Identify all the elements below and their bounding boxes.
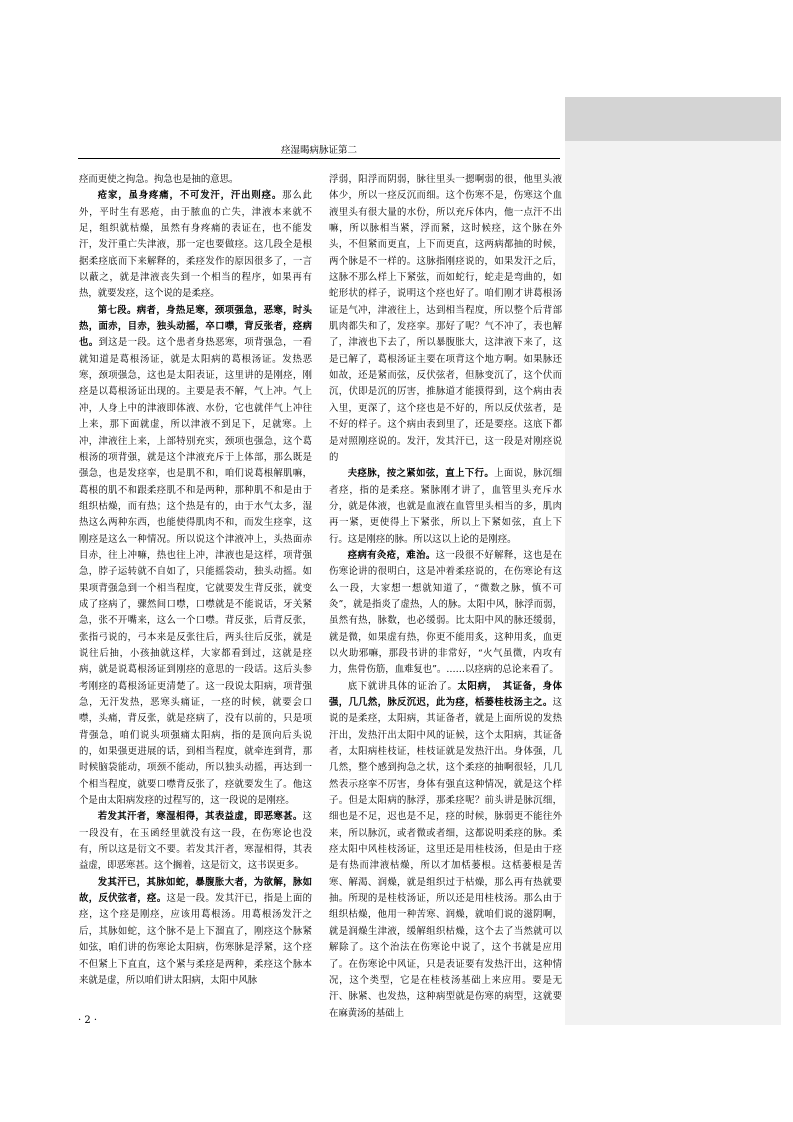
page-number: · 2 · bbox=[78, 1015, 98, 1026]
body-text: 这是一段。发其汗已，指是上面的痉，这个痉是刚痉，应该用葛根汤。用葛根汤发汗之后，其脉如蛇，这个脉不是上下溜直了，刚痉这个脉紧如弦，咱们讲的伤寒论太阳病，伤寒脉是浮紧，这个痉不但紧上下直直，这个紧与柔痉是两种，柔痉这个脉本来就是虚，所以咱们讲太阳病，太阳中风脉 bbox=[79, 893, 312, 986]
right-column bbox=[329, 172, 562, 1022]
bold-text: 发其汗已，其脉如蛇，暴腹胀大者，为欲解，脉如故，反伏弦者，痉。 bbox=[79, 876, 312, 905]
paragraph bbox=[329, 466, 562, 548]
body-text: 浮弱，阳浮而阴弱，脉往里头一摁啊弱的很，他里头液体少，所以一痉反沉而细。这个伤寒不是，伤寒这个血液里头有很大量的水份，所以充斥体内，他一点汗不出嘛，所以脉相当紧，浮而紧，这时候痉，这个脉在外头，不但紧而更直，上下而更直，这两病都抽的时候，两个脉是不一样的。这脉指刚痉说的，如果发汗之后，这脉不那么样上下紧弦，而如蛇行，蛇走是弯曲的，如蛇形状的样子，说明这个痉也好了。咱们刚才讲葛根汤证是气冲，津液往上，达到相当程度，所以整个后背部肌肉都失和了，发痉挛。那好了呢？气不冲了，表也解了，津液也下去了，所以暴腹胀大，这津液下来了，这是已解了，葛根汤证主要在项背这个地方啊。如果脉还如故，还是紧而弦，反伏弦者，但脉变沉了，这个伏而沉，伏即是沉的厉害，推脉道才能摸得到，这个病由表入里，更深了，这个痉也是不好的，所以反伏弦者，是不好的样子。这个病由表到里了，还是要痉。这底下都是对照刚痉说的。发汗，发其汗已，这一段是对刚痉说的 bbox=[329, 174, 562, 463]
body-text: 那么此外，平时生有恶疮，由于脓血的亡失，津液本来就不足，组织就枯燥，虽然有身疼痛的表证在，也不能发汗，发汗重亡失津液，那一定也要做痉。这几段全是根据柔痉底而下来解释的，柔痉发作的原因很多了，一言以蔽之，就是津液丧失到一个相当的程序，如果再有热，就要发痉，这个说的是柔痉。 bbox=[79, 190, 312, 300]
comment-pane bbox=[565, 97, 781, 1025]
bold-text: 痉病有灸疮，难治。 bbox=[347, 549, 436, 561]
paragraph bbox=[79, 303, 312, 810]
paragraph bbox=[329, 679, 562, 1022]
header-rule bbox=[78, 158, 560, 159]
body-text: 痉而更使之拘急。拘急也是抽的意思。 bbox=[79, 174, 239, 185]
paragraph bbox=[79, 809, 312, 874]
bold-text: 夫痉脉，按之紧如弦，直上下行。 bbox=[347, 468, 495, 480]
body-text: 这一段没有，在玉函经里就没有这一段，在伤寒论也没有，所以这是衍文不要。若发其汗者，寒湿相得，其表益虚，即恶寒甚。这个搁着，这是衍文，这书误更多。 bbox=[79, 811, 312, 872]
body-text: 底下就讲具体的证治了。 bbox=[347, 680, 458, 692]
bold-text: 太阳病， 其证备，身体强，几几然，脉反沉迟，此为痉，栝蒌桂枝汤主之。 bbox=[329, 680, 562, 708]
body-text: 这说的是柔痉，太阳病，其证备者，就是上面所说的发热汗出，发热汗出太阳中风的证候，这个太阳病，其证备者，太阳病桂枝证，桂枝证就是发热汗出。身体强，几几然，整个感到拘急之状，这个柔痉的抽啊很轻，几几然表示痉挛不厉害，身体有强直这种情况，就是这个样子。但是太阳病的脉浮，那柔痉呢？前头讲是脉沉细，细也是不足，迟也是不足，痉的时候，脉弱更不能往外来，所以脉沉，或者微或者细，这都说明柔痉的脉。柔痉太阳中风桂枝汤证，这里还是用桂枝汤，但是由于痉是有热而津液枯燥，所以才加栝蒌根。这栝蒌根是苦寒、解渴、润燥，就是组织过于枯燥，那么再有热就要抽。所现的是桂枝汤证，所以还是用桂枝汤。那么由于组织枯燥，他用一种苦寒、润燥，就咱们说的滋阴啊，就是润燥生津液，缓解组织枯燥，这个去了当然就可以解除了。这个治法在伤寒论中说了，这个书就是应用了。在伤寒论中风证，只是表证要有发热汗出，这种情况，这个类型，它是在桂枝汤基础上来应用。要是无汗、脉紧、也发热，这种病型就是伤寒的病型，这就要在麻黄汤的基础上 bbox=[329, 697, 562, 1019]
bold-text: 若发其汗者，寒湿相得，其表益虚，即恶寒甚。 bbox=[97, 811, 303, 823]
bold-text: 疮家，虽身疼痛，不可发汗，汗出则痉。 bbox=[97, 190, 283, 202]
left-column bbox=[79, 172, 312, 989]
paragraph bbox=[329, 548, 562, 679]
paragraph bbox=[79, 188, 312, 302]
body-text: 到这是一段。这个患者身热恶寒，项背强急，一看就知道是葛根汤证，就是太阳病的葛根汤证。发热恶寒，颈项强急，这也是太阳表证，这里讲的是刚痉，刚痉是以葛根汤证出现的。主要是表不解，气上冲。气上冲，人身上中的津液即体液、水份，它也就伴气上冲往上来，那下面就虚，所以津液不到足下，足就寒。上冲，津液往上来，上部特别充实，颈项也强急，这个葛根汤的项背强，就是这个津液充斥于上体部，那么既是强急，也是发痉挛，也是肌不和，咱们说葛根解肌嘛，葛根的肌不和跟柔痉肌不和是两种，那种肌不和是由于组织枯燥，而有热；这个热是有的，由于水气太多，湿热这么两种东西，也能使得肌肉不和，而发生痉挛，这刚痉是这么一种情况。所以说这个津液冲上，头热面赤目赤，往上冲嘛，热也往上冲，津液也是这样，项背强急，脖子运转就不自如了，只能摇袋动，独头动摇。如果项背强急到一个相当程度，它就要发生背反张，就变成了痉病了，骤然间口噤，口噤就是不能说话，牙关紧急，张不开嘴来，这么一个口噤。背反张，后背反张，张指弓说的，弓本来是反张往后，两头往后反张，就是说往后抽，小孩抽就这样，大家都看到过，这就是痉病，就是说葛根汤证到刚痉的意思的一段话。这后头参考刚痉的葛根汤证更清楚了。这一段说太阳病，项背强急，无汗发热，恶寒头痛证，一痉的时候，就要会口噤，头痛，背反张，就是痉病了，没有以前的，只是项背强急，咱们说头项强痛太阳病，指的是顶向后头说的，如果强更进展的话，到相当程度，就牵连到背，那时候脑袋能动，项颈不能动，所以独头动摇，再达到一个相当程度，就要口噤背反张了，痉就要发生了。他这个是由太阳病发痉的过程写的，这一段说的是刚痉。 bbox=[79, 337, 312, 807]
comment-pane-header bbox=[565, 97, 781, 141]
bold-text: 第七段。病者，身热足寒，颈项强急，恶寒，时头热，面赤，目赤，独头动摇，卒口噤，背反张者，痉病也。 bbox=[79, 304, 312, 349]
paragraph bbox=[79, 875, 312, 989]
running-header: 痉湿暍病脉证第二 bbox=[280, 145, 357, 156]
body-text: 上面说，脉沉细者痉，指的是柔痉。紧脉刚才讲了，血管里头充斥水分，就是体液，也就是血液在血管里头相当的多，肌肉再一紧，更使得上下紧张，所以上下紧如弦，直上下行。这是刚痉的脉。所以这以上论的是刚痉。 bbox=[329, 468, 562, 545]
paragraph bbox=[329, 172, 562, 466]
body-text: 这一段很不好解释，这也是在伤寒论讲的很明白，这是冲着柔痉说的，在伤寒论有这么一段，大家想一想就知道了，“微数之脉，慎不可灸”，就是指炎了虚热，人的脉。太阳中风，脉浮而弱，虽然有热，脉数，也必缓弱。比太阳中风的脉还缓弱，就是微，如果虚有热，你更不能用炙，这种用炙，血更以火助邪嘛，那段书讲的非常好，“火气虽微，内攻有力，焦骨伤筋，血难复也”。……以痉病的总论来看了。 bbox=[329, 549, 562, 676]
paragraph bbox=[79, 172, 312, 188]
